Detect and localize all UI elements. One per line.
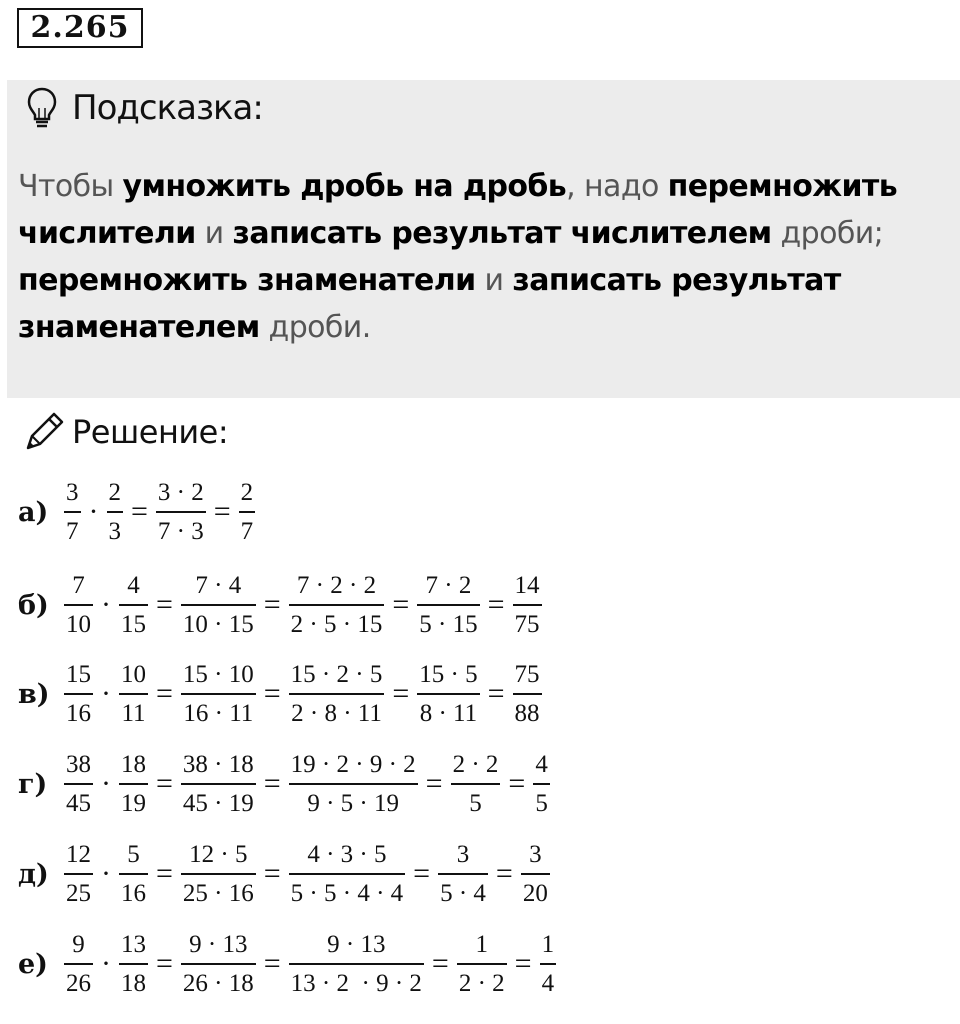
- equals-sign: =: [413, 857, 431, 890]
- equals-sign: =: [263, 947, 281, 980]
- equals-sign: =: [263, 588, 281, 621]
- denominator: 2 · 2: [457, 963, 507, 999]
- fraction: [119, 660, 148, 729]
- item-label: в): [18, 678, 50, 710]
- equals-sign: =: [156, 947, 173, 980]
- fraction: [119, 930, 148, 999]
- hint-text-part: и: [475, 263, 513, 298]
- denominator: 5 · 5 · 4 · 4: [289, 873, 405, 909]
- fraction: [181, 571, 256, 640]
- pencil-icon: [20, 408, 66, 456]
- numerator: 3: [456, 840, 470, 868]
- fraction: [239, 478, 256, 547]
- fraction: [64, 660, 93, 729]
- fraction: [438, 840, 488, 909]
- denominator: 75: [513, 604, 542, 640]
- multiply-sign: ·: [101, 588, 111, 621]
- equals-sign: =: [156, 857, 173, 890]
- fraction: [64, 750, 93, 819]
- numerator: 12 · 5: [189, 840, 248, 868]
- denominator: 2 · 5 · 15: [289, 604, 385, 640]
- solution-title: Решение:: [72, 413, 229, 451]
- equals-sign: =: [514, 947, 532, 980]
- denominator: 26 · 18: [181, 963, 256, 999]
- numerator: 4: [535, 750, 548, 778]
- fraction: [156, 478, 206, 547]
- problem-number: 2.265: [17, 8, 143, 48]
- numerator: 15 · 10: [182, 660, 254, 688]
- denominator: 5 · 15: [417, 604, 479, 640]
- hint-text-part: дроби.: [259, 310, 371, 345]
- fraction: [451, 750, 501, 819]
- numerator: 10: [121, 660, 146, 688]
- equals-sign: =: [263, 767, 281, 800]
- fraction: [417, 571, 479, 640]
- fraction: [181, 840, 256, 909]
- numerator: 38 · 18: [182, 750, 254, 778]
- fraction: [64, 930, 93, 999]
- fraction: [119, 840, 148, 909]
- equals-sign: =: [263, 857, 281, 890]
- denominator: 5 · 4: [438, 873, 488, 909]
- fraction: [533, 750, 550, 819]
- numerator: 4 · 3 · 5: [307, 840, 387, 868]
- solution-row: [18, 926, 560, 1002]
- hint-bold-phrase: перемножить числители: [18, 169, 898, 251]
- hint-text-part: дроби;: [771, 216, 884, 251]
- numerator: 3 · 2: [157, 478, 204, 506]
- hint-title: Подсказка:: [72, 88, 263, 128]
- denominator: 19: [119, 783, 148, 819]
- denominator: 45: [64, 783, 93, 819]
- fraction: [119, 750, 148, 819]
- hint-text-part: и: [195, 216, 233, 251]
- denominator: 45 · 19: [181, 783, 256, 819]
- multiply-sign: ·: [88, 495, 99, 528]
- denominator: 5: [451, 783, 501, 819]
- hint-bold-phrase: записать результат числителем: [232, 216, 772, 251]
- hint-bold-phrase: записать результат знаменателем: [18, 263, 841, 345]
- solution-row: [18, 474, 259, 550]
- fraction: [513, 571, 542, 640]
- fraction: [289, 571, 385, 640]
- numerator: 7 · 4: [195, 571, 242, 599]
- fraction: [64, 840, 93, 909]
- denominator: 7: [64, 511, 81, 547]
- numerator: 2: [240, 478, 254, 506]
- equals-sign: =: [156, 677, 173, 710]
- denominator: 18: [119, 963, 148, 999]
- equals-sign: =: [156, 588, 173, 621]
- numerator: 38: [66, 750, 91, 778]
- equals-sign: =: [213, 495, 231, 528]
- fraction: [513, 660, 542, 729]
- multiply-sign: ·: [101, 767, 111, 800]
- fraction: [119, 571, 148, 640]
- fraction: [289, 840, 405, 909]
- fraction: [181, 750, 256, 819]
- numerator: 3: [529, 840, 542, 868]
- numerator: 2: [108, 478, 121, 506]
- numerator: 15: [66, 660, 91, 688]
- denominator: 25: [64, 873, 93, 909]
- equals-sign: =: [263, 677, 281, 710]
- numerator: 9: [72, 930, 85, 958]
- numerator: 15 · 2 · 5: [290, 660, 383, 688]
- item-label: а): [18, 496, 49, 528]
- denominator: 16: [64, 693, 93, 729]
- numerator: 13: [121, 930, 146, 958]
- hint-header: [26, 86, 263, 130]
- numerator: 7 · 2 · 2: [296, 571, 377, 599]
- numerator: 4: [127, 571, 140, 599]
- denominator: 88: [513, 693, 542, 729]
- equals-sign: =: [131, 495, 148, 528]
- numerator: 75: [514, 660, 540, 688]
- fraction: [289, 930, 424, 999]
- lightbulb-icon: [26, 86, 58, 130]
- equals-sign: =: [392, 588, 410, 621]
- multiply-sign: ·: [101, 677, 111, 710]
- numerator: 14: [514, 571, 540, 599]
- denominator: 10 · 15: [181, 604, 256, 640]
- hint-bold-phrase: умножить дробь на дробь: [122, 169, 567, 204]
- denominator: 3: [107, 511, 124, 547]
- denominator: 25 · 16: [181, 873, 256, 909]
- denominator: 11: [119, 693, 148, 729]
- solution-row: [18, 656, 546, 732]
- numerator: 1: [541, 930, 555, 958]
- denominator: 13 · 2 · 9 · 2: [289, 963, 424, 999]
- equals-sign: =: [425, 767, 443, 800]
- denominator: 16: [119, 873, 148, 909]
- fraction: [107, 478, 124, 547]
- fraction: [417, 660, 479, 729]
- numerator: 3: [66, 478, 79, 506]
- numerator: 12: [66, 840, 91, 868]
- denominator: 26: [64, 963, 93, 999]
- denominator: 10: [64, 604, 93, 640]
- equals-sign: =: [156, 767, 173, 800]
- denominator: 9 · 5 · 19: [289, 783, 418, 819]
- fraction: [289, 660, 385, 729]
- numerator: 7 · 2: [425, 571, 472, 599]
- fraction: [457, 930, 507, 999]
- numerator: 19 · 2 · 9 · 2: [290, 750, 416, 778]
- equals-sign: =: [487, 588, 505, 621]
- fraction: [64, 478, 81, 547]
- denominator: 8 · 11: [417, 693, 479, 729]
- equals-sign: =: [495, 857, 513, 890]
- denominator: 20: [521, 873, 550, 909]
- fraction: [64, 571, 93, 640]
- item-label: б): [18, 589, 49, 621]
- numerator: 2 · 2: [452, 750, 499, 778]
- denominator: 7 · 3: [156, 511, 206, 547]
- hint-text-part: , надо: [566, 169, 668, 204]
- fraction: [521, 840, 550, 909]
- item-label: д): [18, 858, 49, 890]
- numerator: 9 · 13: [327, 930, 386, 958]
- denominator: 16 · 11: [181, 693, 256, 729]
- equals-sign: =: [487, 677, 505, 710]
- equals-sign: =: [508, 767, 526, 800]
- numerator: 18: [121, 750, 146, 778]
- equals-sign: =: [392, 677, 410, 710]
- numerator: 15 · 5: [419, 660, 478, 688]
- fraction: [181, 660, 256, 729]
- hint-text: [18, 163, 953, 351]
- denominator: 15: [119, 604, 148, 640]
- solution-row: [18, 836, 554, 912]
- solution-header: [20, 408, 228, 456]
- fraction: [540, 930, 557, 999]
- multiply-sign: ·: [101, 857, 111, 890]
- fraction: [181, 930, 256, 999]
- hint-text-part: Чтобы: [18, 169, 123, 204]
- item-label: е): [18, 948, 48, 980]
- solution-row: [18, 746, 554, 822]
- denominator: 2 · 8 · 11: [289, 693, 385, 729]
- numerator: 5: [127, 840, 140, 868]
- solution-row: [18, 567, 546, 643]
- fraction: [289, 750, 418, 819]
- multiply-sign: ·: [101, 947, 111, 980]
- denominator: 4: [540, 963, 557, 999]
- item-label: г): [18, 768, 48, 800]
- denominator: 7: [239, 511, 256, 547]
- numerator: 9 · 13: [189, 930, 248, 958]
- denominator: 5: [533, 783, 550, 819]
- hint-bold-phrase: перемножить знаменатели: [18, 263, 476, 298]
- numerator: 7: [72, 571, 85, 599]
- equals-sign: =: [431, 947, 449, 980]
- numerator: 1: [475, 930, 488, 958]
